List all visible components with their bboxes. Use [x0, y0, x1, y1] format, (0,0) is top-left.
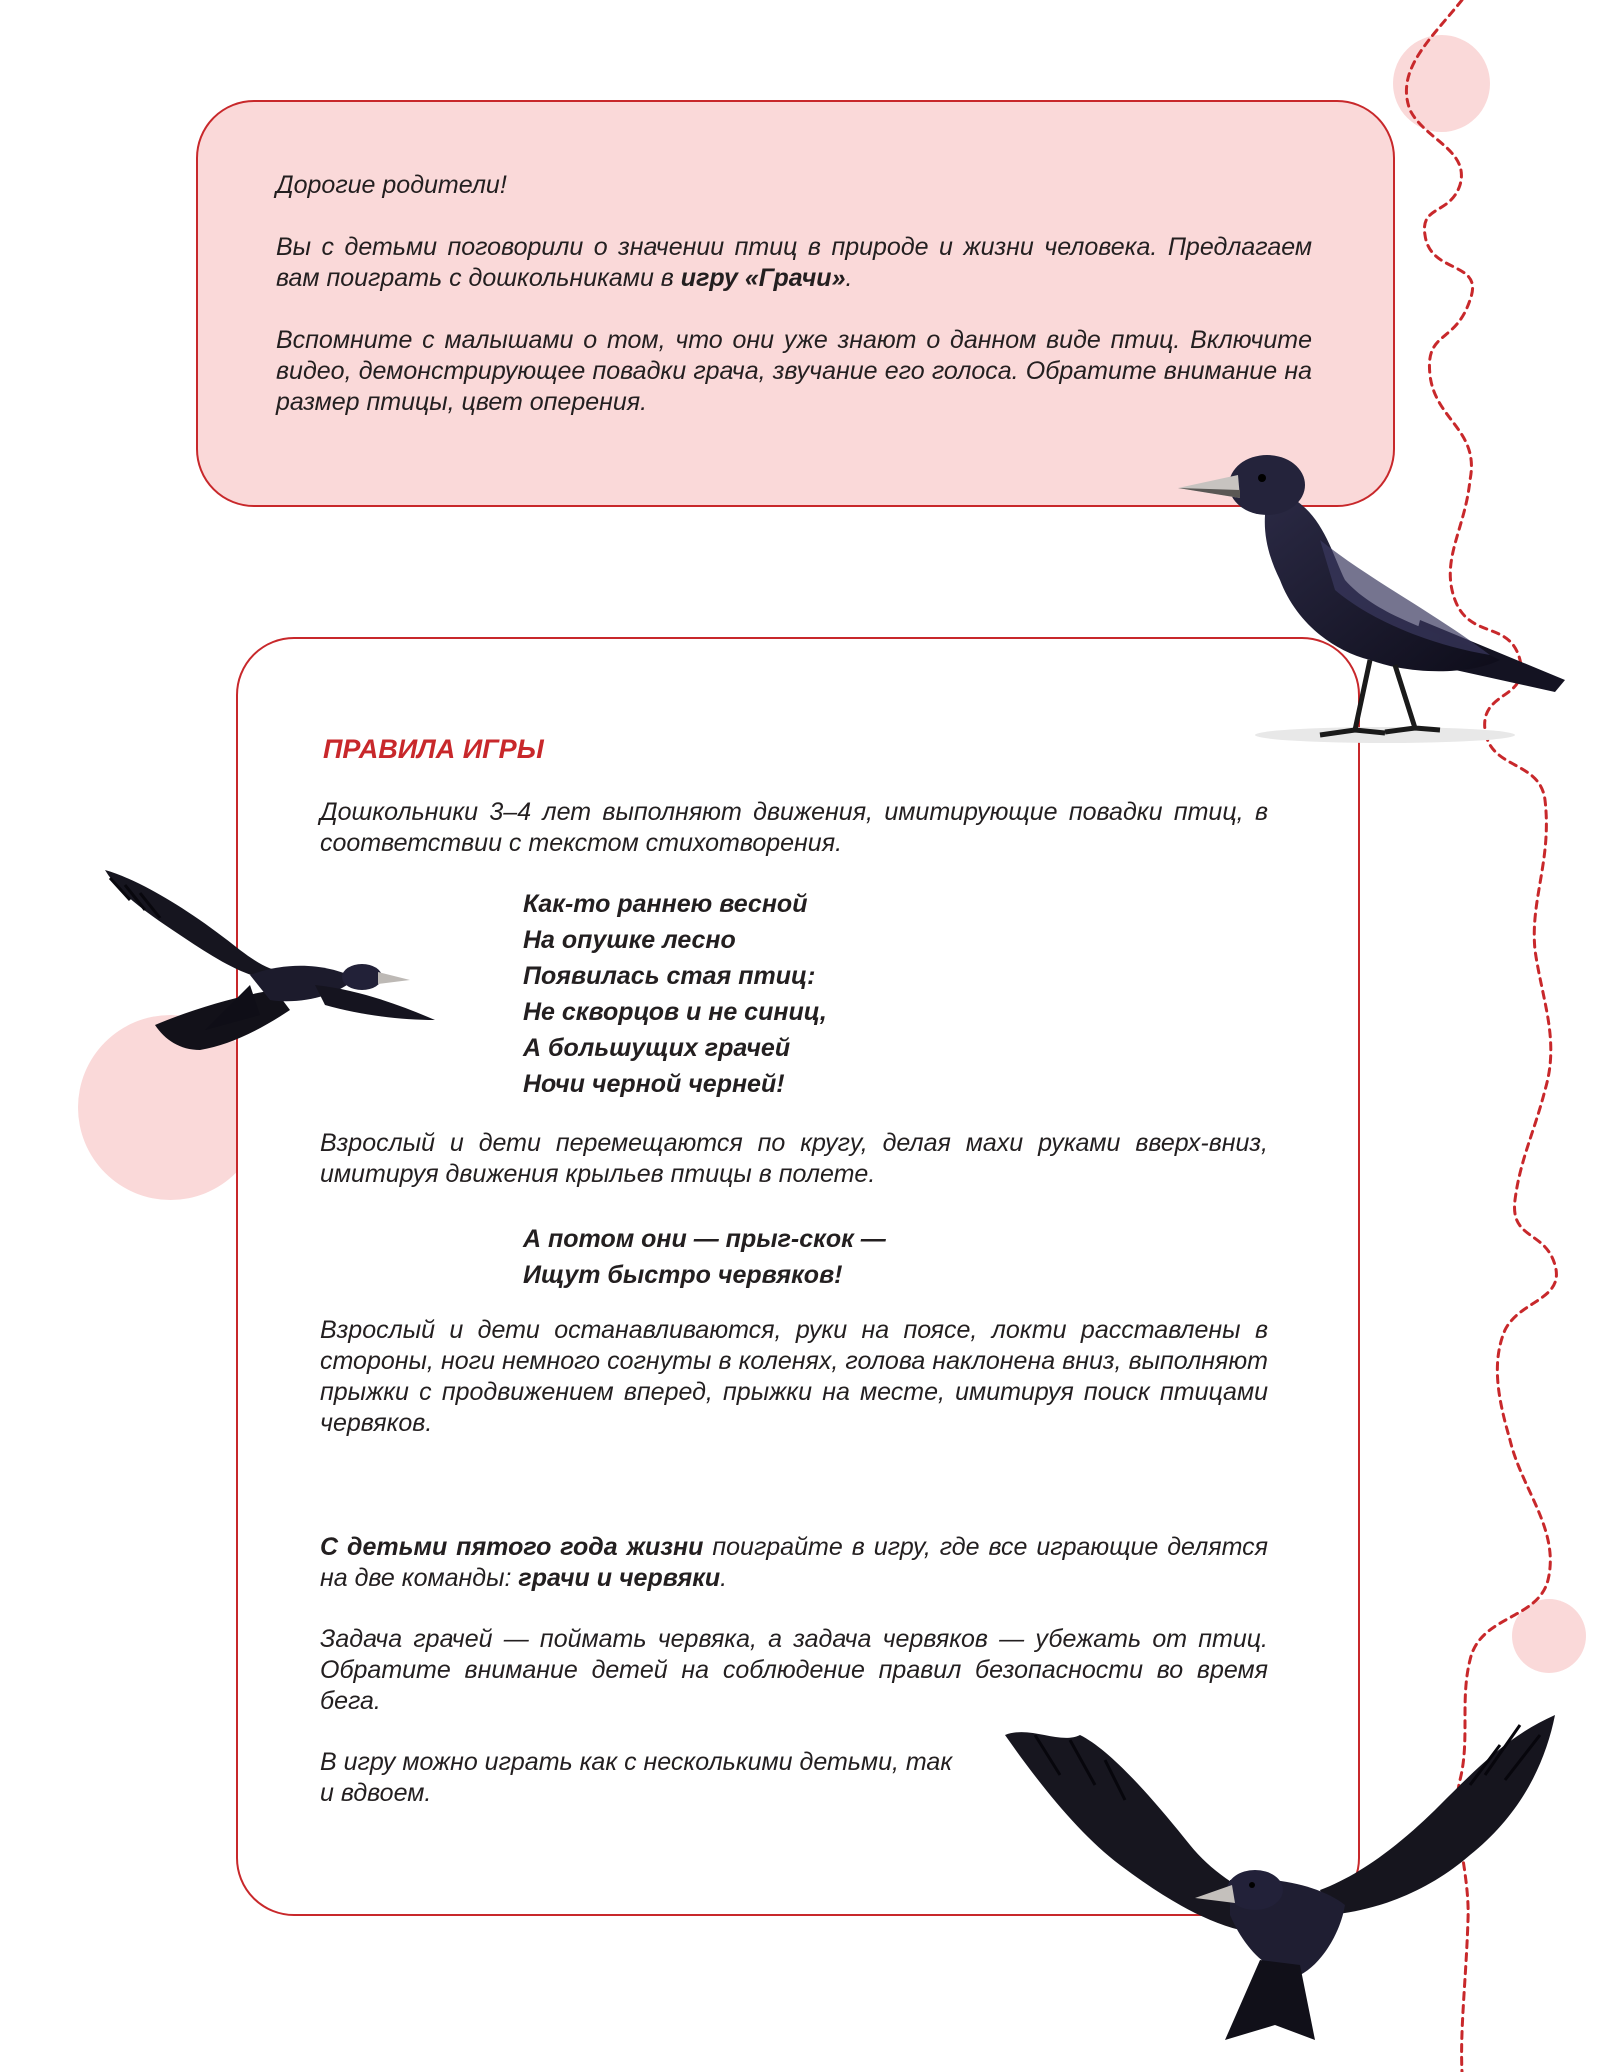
poem-line: Появилась стая птиц: — [523, 962, 816, 990]
poem-stanza-1 — [523, 886, 827, 1102]
flying-rook-left-icon — [100, 860, 440, 1060]
older-children-text: С детьми пятого года жизни поиграйте в игру, где все играющие делятся на две команды: грачи и червяки. — [320, 1533, 1268, 1592]
poem-stanza-2 — [523, 1221, 886, 1293]
decorative-circle-top — [1393, 35, 1490, 132]
poem-line: Не скворцов и не синиц, — [523, 998, 827, 1026]
poem-line: А большущих грачей — [523, 1034, 791, 1062]
standing-rook-icon — [1170, 430, 1575, 760]
pairs-text: В игру можно играть как с несколькими детьми, так и вдвоем. — [320, 1748, 953, 1807]
rules-title: ПРАВИЛА ИГРЫ — [323, 734, 544, 764]
poem-line: Как-то раннею весной — [523, 890, 808, 918]
task-text: Задача грачей — поймать червяка, а задача червяков — убежать от птиц. Обратите внимание детей на соблюдение правил безопасности во время бега. — [320, 1625, 1268, 1715]
intro-paragraph-2: Вспомните с малышами о том, что они уже знают о данном виде птиц. Включите видео, демонстрирующее повадки грача, звучание его голоса. Обратите внимание на размер птицы, цвет оперения. — [276, 326, 1312, 416]
flight-instructions: Взрослый и дети перемещаются по кругу, делая махи руками вверх-вниз, имитируя движения крыльев птицы в полете. — [320, 1129, 1268, 1188]
greeting: Дорогие родители! — [276, 171, 507, 199]
stop-instructions: Взрослый и дети останавливаются, руки на поясе, локти расставлены в стороны, ноги немного согнуты в коленях, голова наклонена вниз, выполняют прыжки с продвижением вперед, прыжки на месте, имитируя поиск птицами червяков. — [320, 1316, 1268, 1437]
poem-line: А потом они — прыг-скок — — [523, 1225, 886, 1253]
poem-line: Ищут быстро червяков! — [523, 1261, 843, 1289]
decorative-circle-right — [1512, 1599, 1586, 1673]
poem-line: Ночи черной черней! — [523, 1070, 785, 1098]
poem-line: На опушке лесно — [523, 926, 736, 954]
intro-paragraph-1: Вы с детьми поговорили о значении птиц в природе и жизни человека. Предлагаем вам поиграть с дошкольниками в игру «Грачи». — [276, 233, 1312, 292]
game-name: игру «Грачи» — [680, 264, 846, 292]
intro-text — [276, 170, 1312, 418]
flying-rook-bottom-icon — [1000, 1705, 1560, 2045]
rules-intro: Дошкольники 3–4 лет выполняют движения, имитирующие повадки птиц, в соответствии с текстом стихотворения. — [320, 798, 1268, 857]
